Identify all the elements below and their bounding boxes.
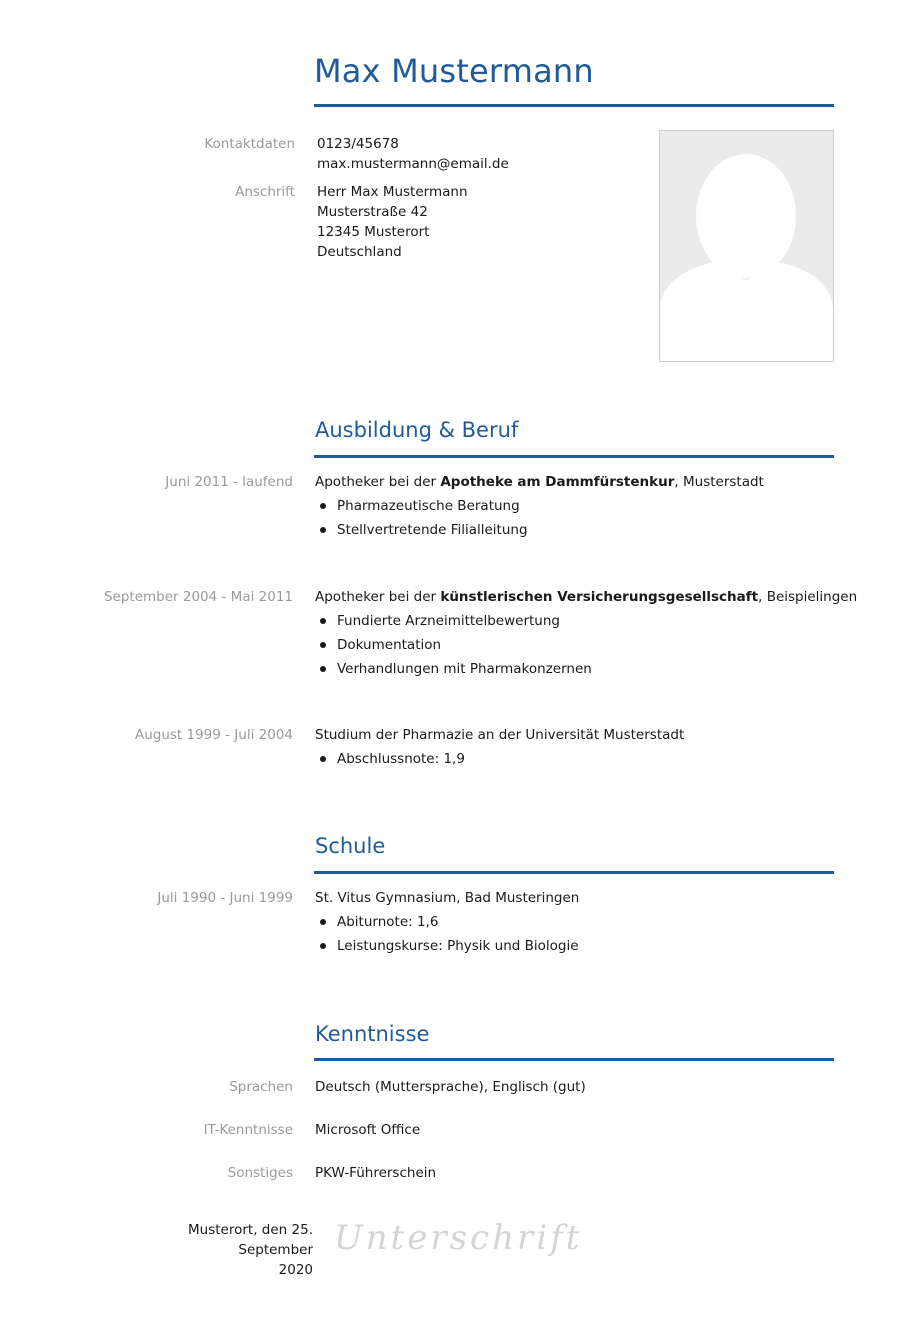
place-date-line: Musterort, den 25. September — [188, 1222, 313, 1258]
entry-bullets — [315, 747, 855, 771]
school-entry — [315, 886, 855, 958]
career-entry — [315, 723, 855, 771]
list-item: Verhandlungen mit Pharmakonzernen — [315, 657, 855, 681]
skill-value: Microsoft Office — [315, 1122, 421, 1138]
list-item: Abiturnote: 1,6 — [315, 910, 855, 934]
section-title-school: Schule — [315, 834, 386, 858]
page-title: Max Mustermann — [314, 52, 594, 90]
entry-bullets — [315, 494, 855, 542]
career-entry — [315, 585, 858, 681]
address-line: Herr Max Mustermann — [317, 184, 468, 200]
section-rule — [314, 871, 834, 874]
skill-label: IT-Kenntnisse — [203, 1122, 293, 1138]
skill-value: Deutsch (Muttersprache), Englisch (gut) — [315, 1079, 586, 1095]
employer-name: Apotheke am Dammfürstenkur — [440, 474, 675, 490]
title-rule — [314, 104, 834, 107]
employer-name: künstlerischen Versicherungsgesellschaft — [440, 589, 759, 605]
contact-label: Kontaktdaten — [204, 136, 295, 152]
address-label: Anschrift — [235, 184, 295, 200]
entry-date: Juli 1990 - Juni 1999 — [157, 890, 293, 906]
list-item: Fundierte Arzneimittelbewertung — [315, 609, 855, 633]
list-item: Dokumentation — [315, 633, 855, 657]
section-rule — [314, 455, 834, 458]
skill-label: Sonstiges — [227, 1165, 293, 1181]
list-item: Leistungskurse: Physik und Biologie — [315, 934, 855, 958]
address-line: 12345 Musterort — [317, 224, 430, 240]
entry-date: Juni 2011 - laufend — [165, 474, 293, 490]
career-entry — [315, 470, 855, 542]
section-title-skills: Kenntnisse — [315, 1022, 430, 1046]
profile-photo — [659, 130, 834, 362]
email-value: max.mustermann@email.de — [317, 156, 509, 172]
place-date — [113, 1220, 313, 1280]
person-placeholder-icon — [660, 131, 833, 361]
section-rule — [314, 1058, 834, 1061]
entry-heading: St. Vitus Gymnasium, Bad Musteringen — [315, 890, 580, 906]
entry-heading: Studium der Pharmazie an der Universität Musterstadt — [315, 727, 685, 743]
entry-date: September 2004 - Mai 2011 — [103, 589, 293, 605]
entry-heading: Apotheker bei der Apotheke am Dammfürstenkur, Musterstadt — [315, 474, 764, 490]
place-date-line: 2020 — [278, 1262, 313, 1278]
address-line: Musterstraße 42 — [317, 204, 428, 220]
list-item: Abschlussnote: 1,9 — [315, 747, 855, 771]
address-line: Deutschland — [317, 244, 402, 260]
phone-value: 0123/45678 — [317, 136, 399, 152]
signature: Unterschrift — [334, 1218, 583, 1258]
skill-value: PKW-Führerschein — [315, 1165, 437, 1181]
list-item: Stellvertretende Filialleitung — [315, 518, 855, 542]
skill-label: Sprachen — [229, 1079, 293, 1095]
list-item: Pharmazeutische Beratung — [315, 494, 855, 518]
entry-date: August 1999 - Juli 2004 — [134, 727, 293, 743]
entry-bullets — [315, 910, 855, 958]
section-title-career: Ausbildung & Beruf — [315, 418, 519, 442]
entry-bullets — [315, 609, 855, 681]
entry-heading: Apotheker bei der künstlerischen Versicherungsgesellschaft, Beispielingen — [315, 589, 858, 605]
